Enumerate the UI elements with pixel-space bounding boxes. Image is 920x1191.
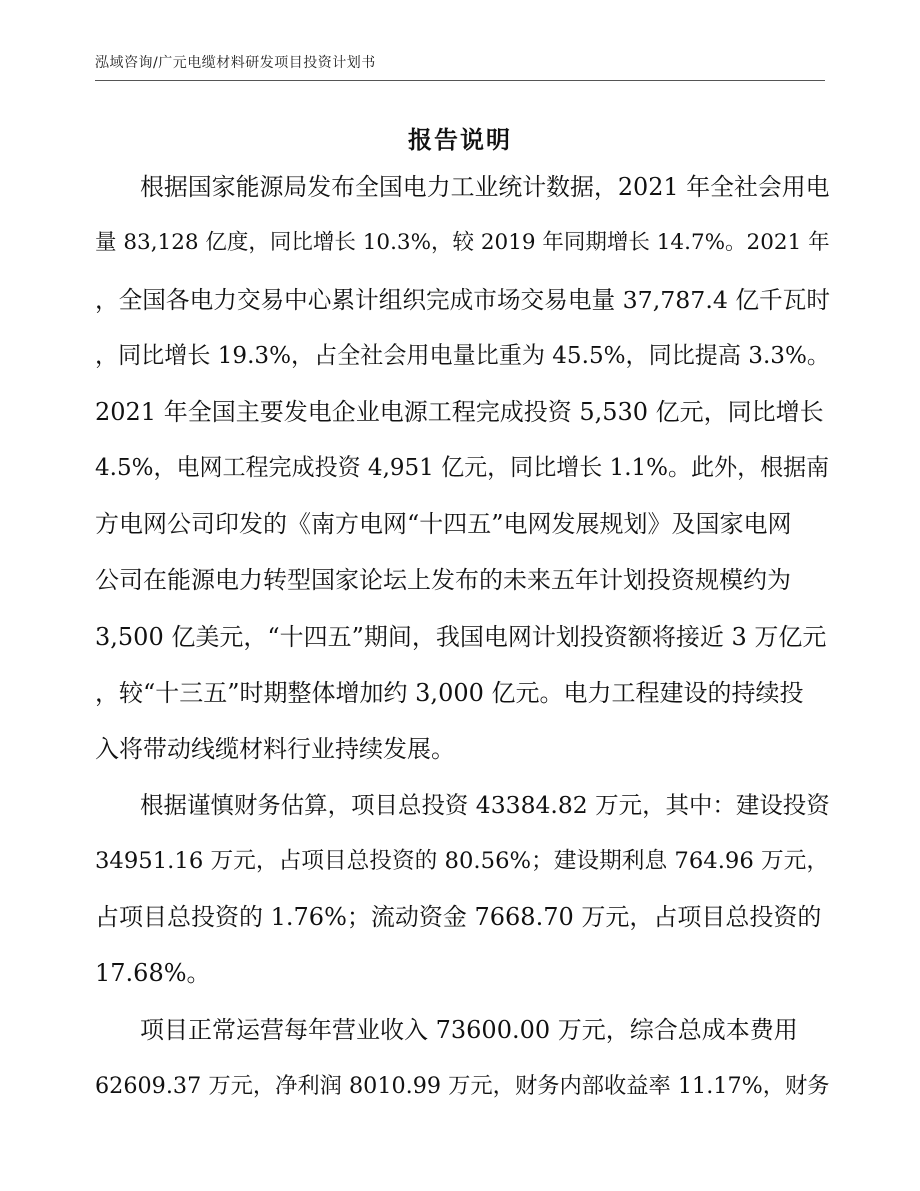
paragraph-1-line: 入将带动线缆材料行业持续发展。	[95, 735, 455, 763]
paragraph-1-line: 根据国家能源局发布全国电力工业统计数据，2021 年全社会用电	[140, 173, 830, 201]
paragraph-1-line: 4.5%，电网工程完成投资 4,951 亿元，同比增长 1.1%。此外，根据南	[95, 455, 830, 481]
paragraph-1-line: 公司在能源电力转型国家论坛上发布的未来五年计划投资规模约为	[95, 566, 791, 594]
header-divider	[95, 80, 825, 81]
document-header: 泓域咨询/广元电缆材料研发项目投资计划书	[95, 55, 376, 71]
paragraph-1-line: ，同比增长 19.3%，占全社会用电量比重为 45.5%，同比提高 3.3%。	[95, 343, 830, 369]
paragraph-1-line: 方电网公司印发的《南方电网“十四五”电网发展规划》及国家电网	[95, 510, 792, 538]
paragraph-2-line: 占项目总投资的 1.76%；流动资金 7668.70 万元，占项目总投资的	[95, 903, 822, 931]
paragraph-3-line: 62609.37 万元，净利润 8010.99 万元，财务内部收益率 11.17%，财务	[95, 1073, 830, 1099]
paragraph-1-line: 3,500 亿美元，“十四五”期间，我国电网计划投资额将接近 3 万亿元	[95, 623, 827, 651]
paragraph-2-line: 根据谨慎财务估算，项目总投资 43384.82 万元，其中：建设投资	[140, 791, 830, 819]
paragraph-1-line: ，较“十三五”时期整体增加约 3,000 亿元。电力工程建设的持续投	[95, 679, 804, 707]
paragraph-1-line: ，全国各电力交易中心累计组织完成市场交易电量 37,787.4 亿千瓦时	[95, 286, 830, 314]
paragraph-1-line: 量 83,128 亿度，同比增长 10.3%，较 2019 年同期增长 14.7%。2021 年	[95, 230, 830, 255]
paragraph-2-line: 34951.16 万元，占项目总投资的 80.56%；建设期利息 764.96 万元，	[95, 848, 830, 874]
paragraph-1-line: 2021 年全国主要发电企业电源工程完成投资 5,530 亿元，同比增长	[95, 398, 824, 426]
paragraph-2-line: 17.68%。	[95, 959, 211, 987]
page-title: 报告说明	[408, 126, 512, 154]
paragraph-3-line: 项目正常运营每年营业收入 73600.00 万元，综合总成本费用	[140, 1016, 798, 1044]
